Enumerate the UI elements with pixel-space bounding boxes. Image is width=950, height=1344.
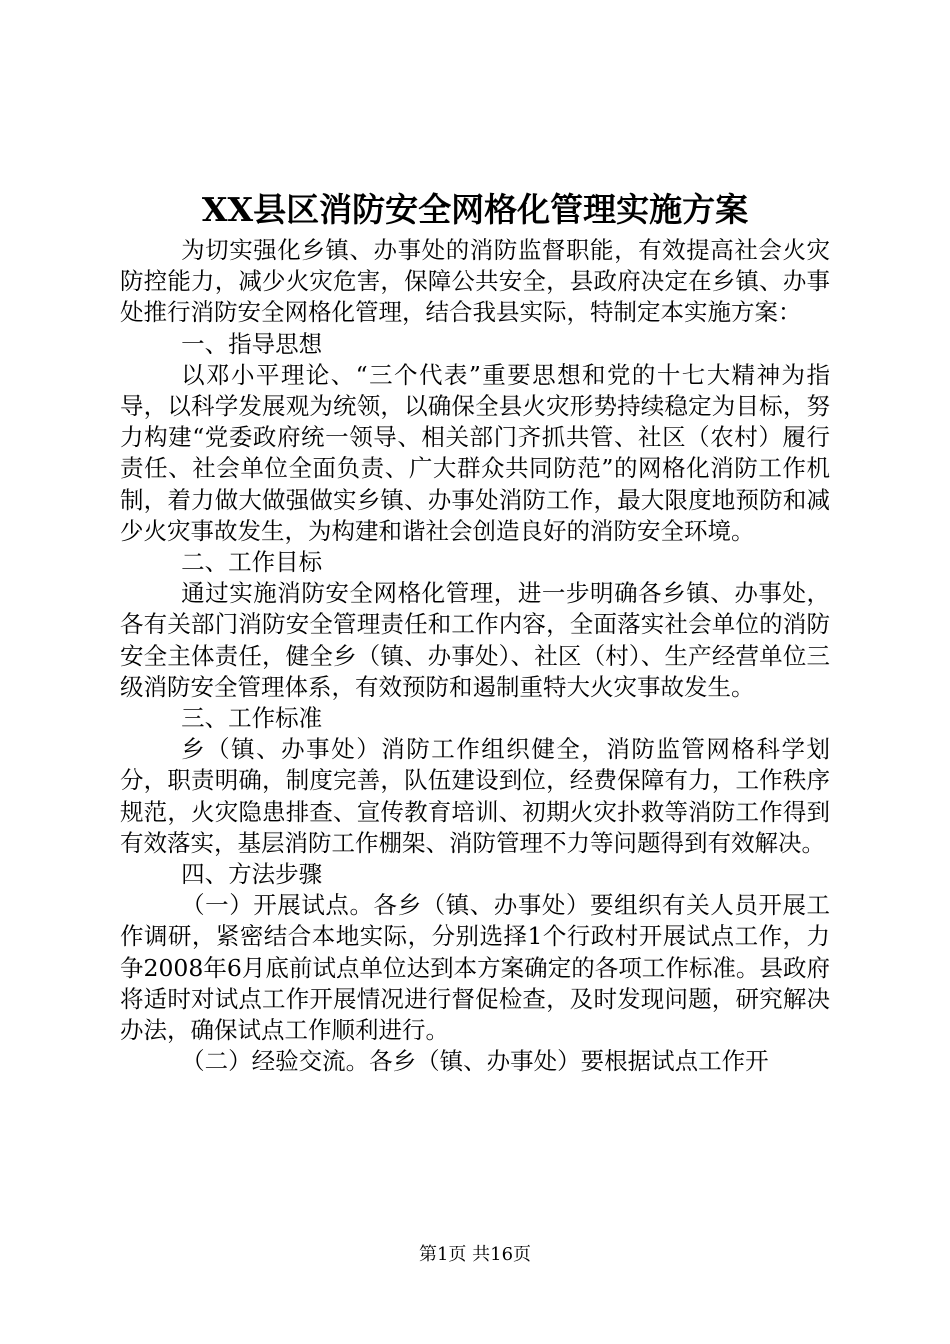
section-heading-work-standards: 三、工作标准 xyxy=(181,704,323,733)
section-heading-methods-steps: 四、方法步骤 xyxy=(181,860,323,889)
section-paragraph-guiding-ideology: 以邓小平理论、“三个代表”重要思想和党的十七大精神为指导，以科学发展观为统领，以确保全县火灾形势持续稳定为目标，努力构建“党委政府统一领导、相关部门齐抓共管、社区（农村）履行责任、社会单位全面负责、广大群众共同防范”的网格化消防工作机制，着力做大做强做实乡镇、办事处消防工作，最大限度地预防和减少火灾事故发生，为构建和谐社会创造良好的消防安全环境。 xyxy=(120,360,830,545)
section-heading-work-goals: 二、工作目标 xyxy=(181,548,323,577)
step-paragraph-pilot: （一）开展试点。各乡（镇、办事处）要组织有关人员开展工作调研，紧密结合本地实际，分别选择1个行政村开展试点工作，力争2008年6月底前试点单位达到本方案确定的各项工作标准。县政府将适时对试点工作开展情况进行督促检查，及时发现问题，研究解决办法，确保试点工作顺利进行。 xyxy=(120,891,830,1045)
section-heading-guiding-ideology: 一、指导思想 xyxy=(181,329,323,358)
section-paragraph-work-standards: 乡（镇、办事处）消防工作组织健全，消防监管网格科学划分，职责明确，制度完善，队伍建设到位，经费保障有力，工作秩序规范，火灾隐患排查、宣传教育培训、初期火灾扑救等消防工作得到有效落实，基层消防工作棚架、消防管理不力等问题得到有效解决。 xyxy=(120,735,830,857)
document-title: XX县区消防安全网格化管理实施方案 xyxy=(201,190,749,229)
document-body xyxy=(120,235,830,1077)
page-number-footer: 第1页 共16页 xyxy=(418,1244,532,1265)
section-paragraph-work-goals: 通过实施消防安全网格化管理，进一步明确各乡镇、办事处，各有关部门消防安全管理责任和工作内容，全面落实社会单位的消防安全主体责任，健全乡（镇、办事处）、社区（村）、生产经营单位三级消防安全管理体系，有效预防和遏制重特大火灾事故发生。 xyxy=(120,579,830,701)
step-paragraph-experience-exchange: （二）经验交流。各乡（镇、办事处）要根据试点工作开 xyxy=(181,1047,769,1076)
intro-paragraph: 为切实强化乡镇、办事处的消防监督职能，有效提高社会火灾防控能力，减少火灾危害，保障公共安全，县政府决定在乡镇、办事处推行消防安全网格化管理，结合我县实际，特制定本实施方案： xyxy=(120,236,830,327)
